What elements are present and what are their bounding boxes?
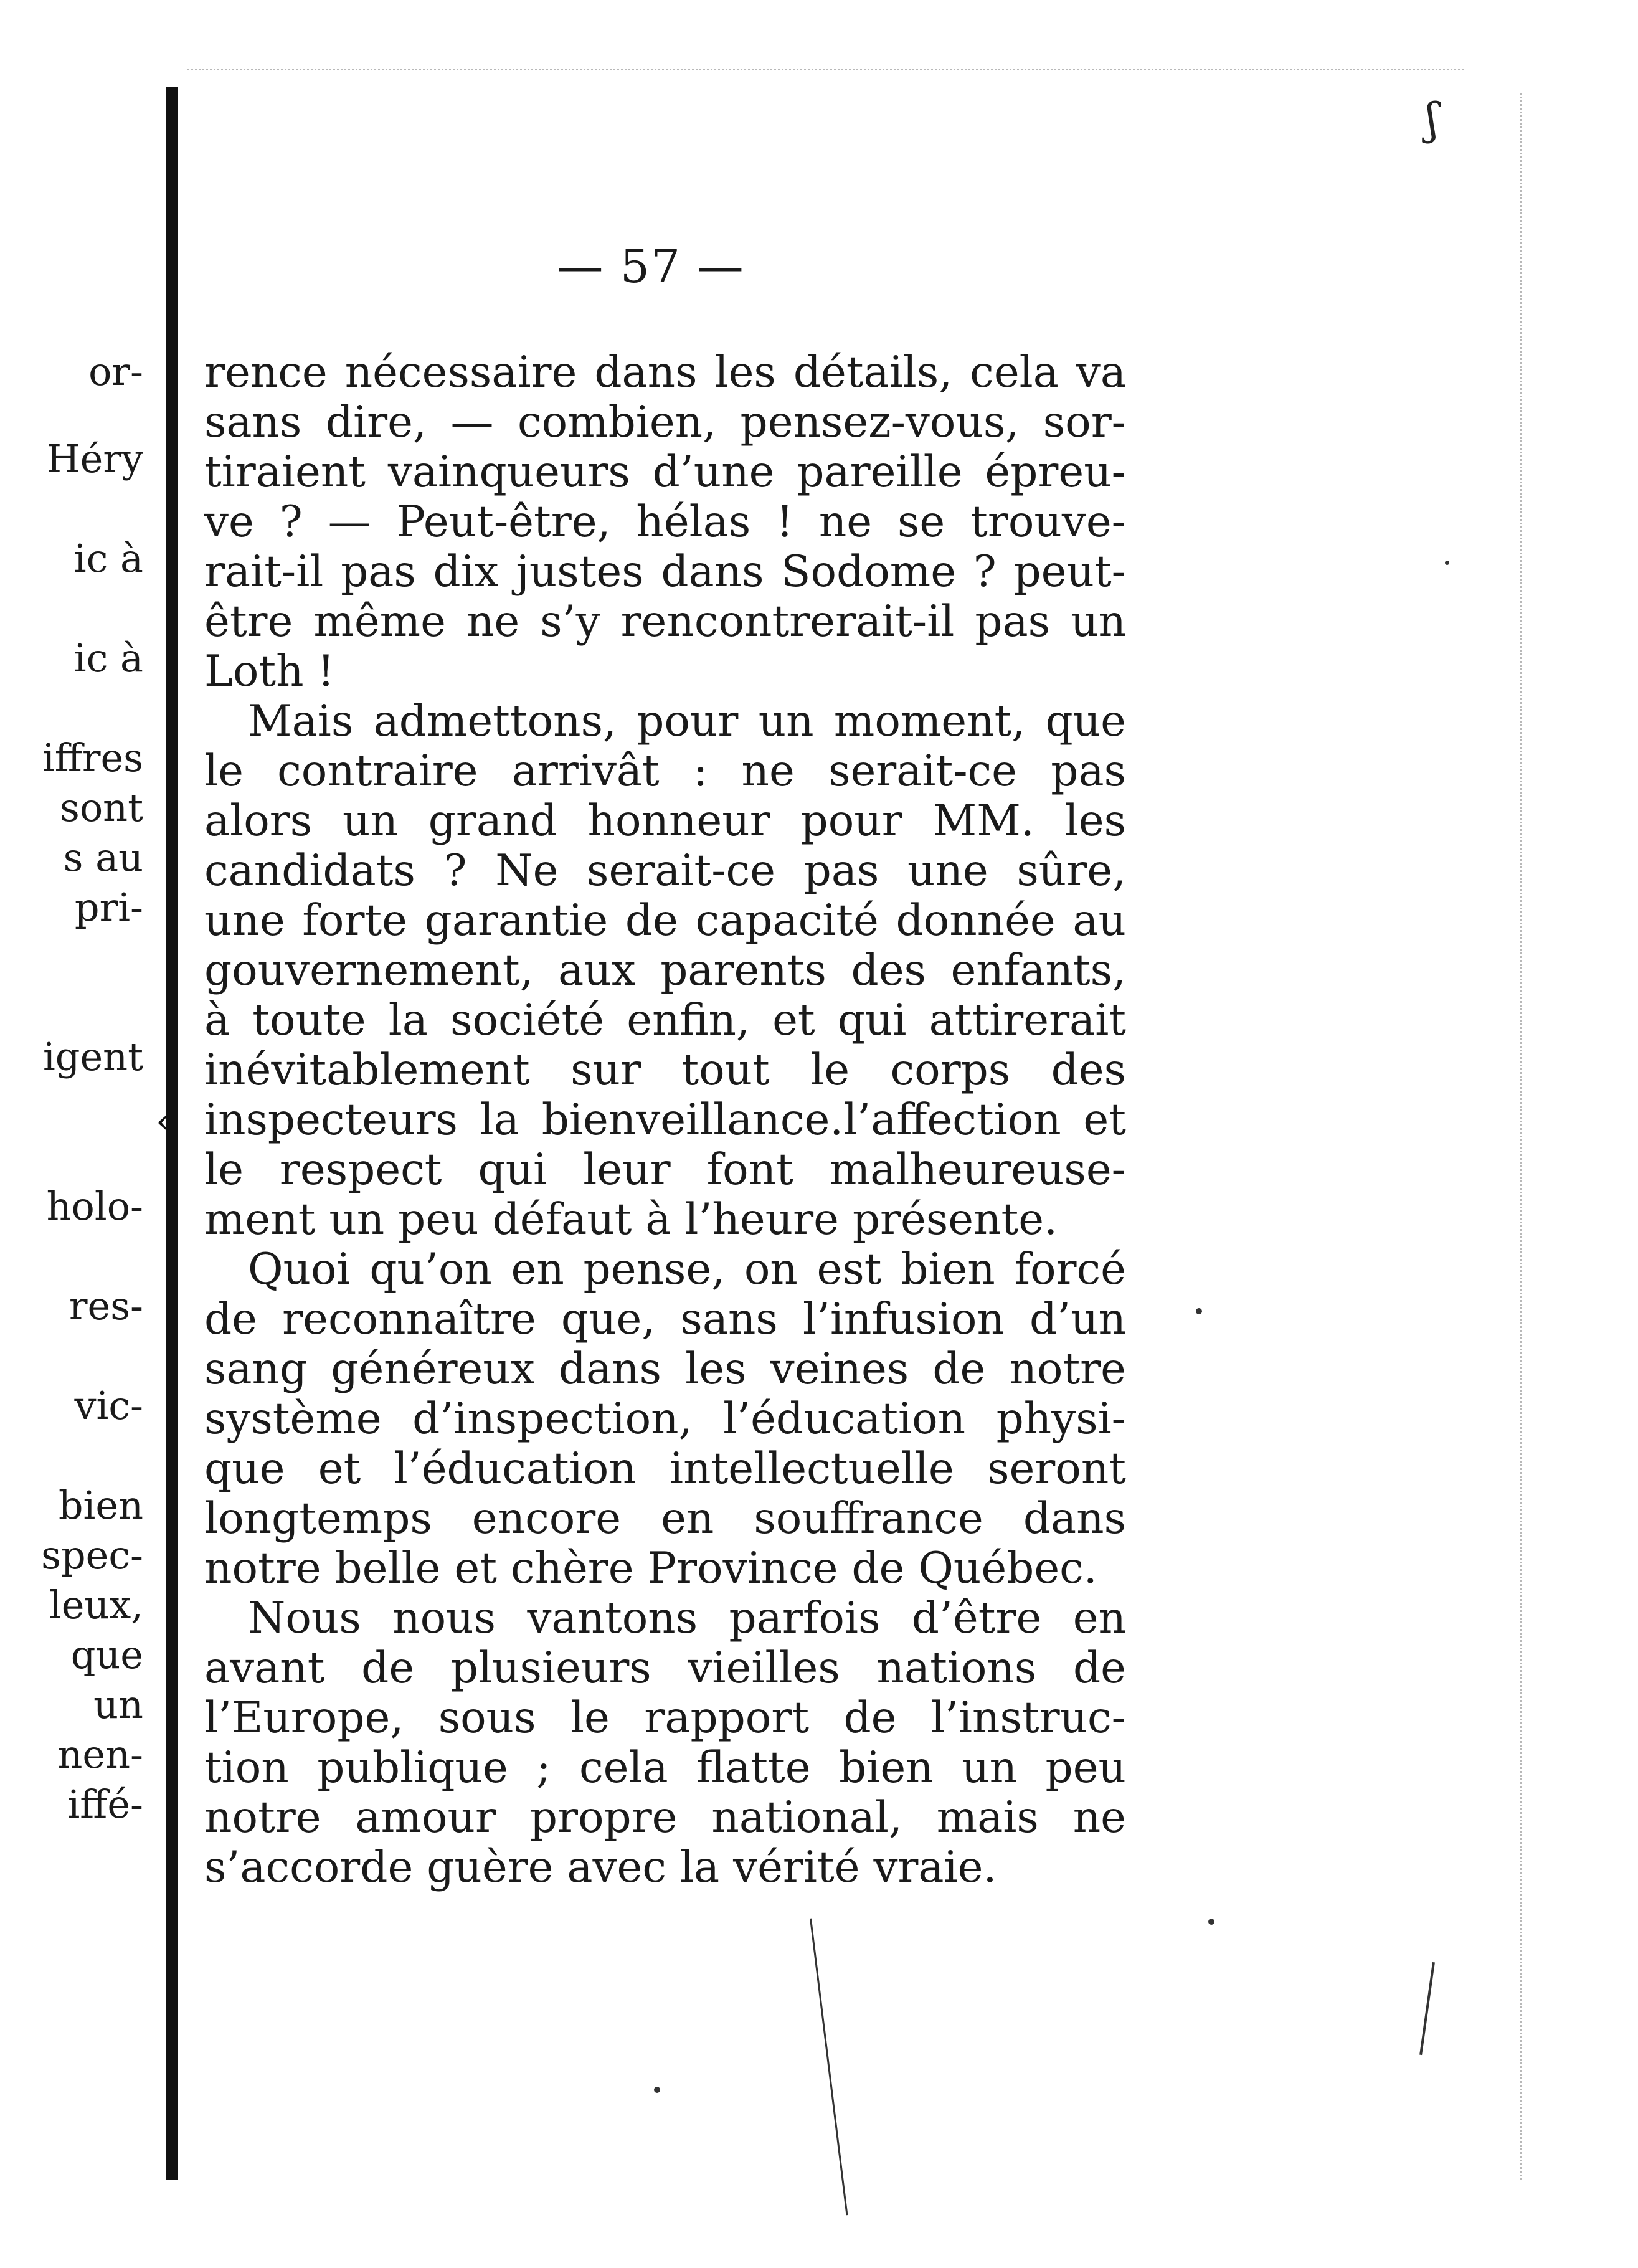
text-line: ve ? — Peut-être, hélas ! ne se trouve-	[204, 497, 1126, 547]
text-line: que et l’éducation intellectuelle seront	[204, 1444, 1126, 1494]
fragment: igent	[42, 1034, 143, 1079]
scan-mark: ʃ	[1426, 93, 1439, 145]
text-line: une forte garantie de capacité donnée au	[204, 896, 1126, 946]
text-line: gouvernement, aux parents des enfants,	[204, 946, 1126, 995]
fragment: ic à	[73, 536, 143, 581]
fragment: un	[93, 1682, 143, 1727]
speck	[1445, 561, 1449, 565]
scan-scratch	[810, 1919, 848, 2216]
fragment: leux,	[49, 1582, 143, 1628]
fragment: pri-	[74, 885, 143, 930]
text-line: tiraient vainqueurs d’une pareille épreu-	[204, 447, 1126, 497]
text-line: longtemps encore en souffrance dans	[204, 1494, 1126, 1544]
text-line: avant de plusieurs vieilles nations de	[204, 1643, 1126, 1693]
text-line: Nous nous vantons parfois d’être en	[248, 1593, 1126, 1643]
text-line: le contraire arrivât : ne serait-ce pas	[204, 746, 1126, 796]
text-line: à toute la société enfin, et qui attirerait	[204, 995, 1126, 1045]
text-line: inévitablement sur tout le corps des	[204, 1045, 1126, 1095]
text-line: candidats ? Ne serait-ce pas une sûre,	[204, 846, 1126, 896]
speck	[1208, 1919, 1214, 1925]
text-line: Quoi qu’on en pense, on est bien forcé	[248, 1245, 1126, 1294]
fragment: holo-	[46, 1184, 143, 1229]
page-edge-top	[187, 69, 1464, 70]
text-line: l’Europe, sous le rapport de l’instruc-	[204, 1693, 1126, 1743]
fragment: vic-	[74, 1383, 143, 1428]
fragment: spec-	[41, 1532, 143, 1578]
fragment: iffé-	[67, 1782, 143, 1827]
fragment: que	[70, 1632, 143, 1677]
text-line: rence nécessaire dans les détails, cela va	[204, 348, 1126, 397]
text-line: s’accorde guère avec la vérité vraie.	[204, 1843, 997, 1892]
main-text	[204, 348, 1126, 1892]
fragment: s au	[63, 835, 143, 880]
text-line: le respect qui leur font malheureuse-	[204, 1145, 1126, 1195]
fragment: nen-	[57, 1732, 143, 1777]
fragment: ic à	[73, 635, 143, 681]
text-line: tion publique ; cela flatte bien un peu	[204, 1743, 1126, 1793]
speck	[654, 2087, 660, 2093]
text-line: inspecteurs la bienveillance.l’affection et	[204, 1095, 1126, 1145]
fragment: Héry	[46, 436, 143, 482]
text-line: ment un peu défaut à l’heure présente.	[204, 1195, 1058, 1245]
page-edge-right	[1520, 93, 1522, 2180]
text-line: notre belle et chère Province de Québec.	[204, 1544, 1097, 1593]
text-line: rait-il pas dix justes dans Sodome ? peut-	[204, 547, 1126, 597]
speck	[1196, 1308, 1202, 1314]
fragment: or-	[88, 349, 143, 394]
page-number: — 57 —	[557, 240, 745, 293]
text-line: être même ne s’y rencontrerait-il pas un	[204, 597, 1126, 647]
text-line: système d’inspection, l’éducation physi-	[204, 1394, 1126, 1444]
text-line: notre amour propre national, mais ne	[204, 1793, 1126, 1843]
fragment: res-	[69, 1283, 143, 1329]
gutter-notch: ‹	[156, 1099, 171, 1143]
fragment: iffres	[42, 735, 143, 781]
text-line: sang généreux dans les veines de notre	[204, 1344, 1126, 1394]
text-line: Loth !	[204, 647, 335, 696]
facing-page-fragments	[0, 0, 143, 2268]
text-line: sans dire, — combien, pensez-vous, sor-	[204, 397, 1126, 447]
scan-scratch	[1419, 1962, 1435, 2055]
text-line: alors un grand honneur pour MM. les	[204, 796, 1126, 846]
fragment: sont	[60, 785, 143, 830]
text-line: Mais admettons, pour un moment, que	[248, 696, 1126, 746]
fragment: bien	[58, 1483, 143, 1528]
text-line: de reconnaître que, sans l’infusion d’un	[204, 1294, 1126, 1344]
